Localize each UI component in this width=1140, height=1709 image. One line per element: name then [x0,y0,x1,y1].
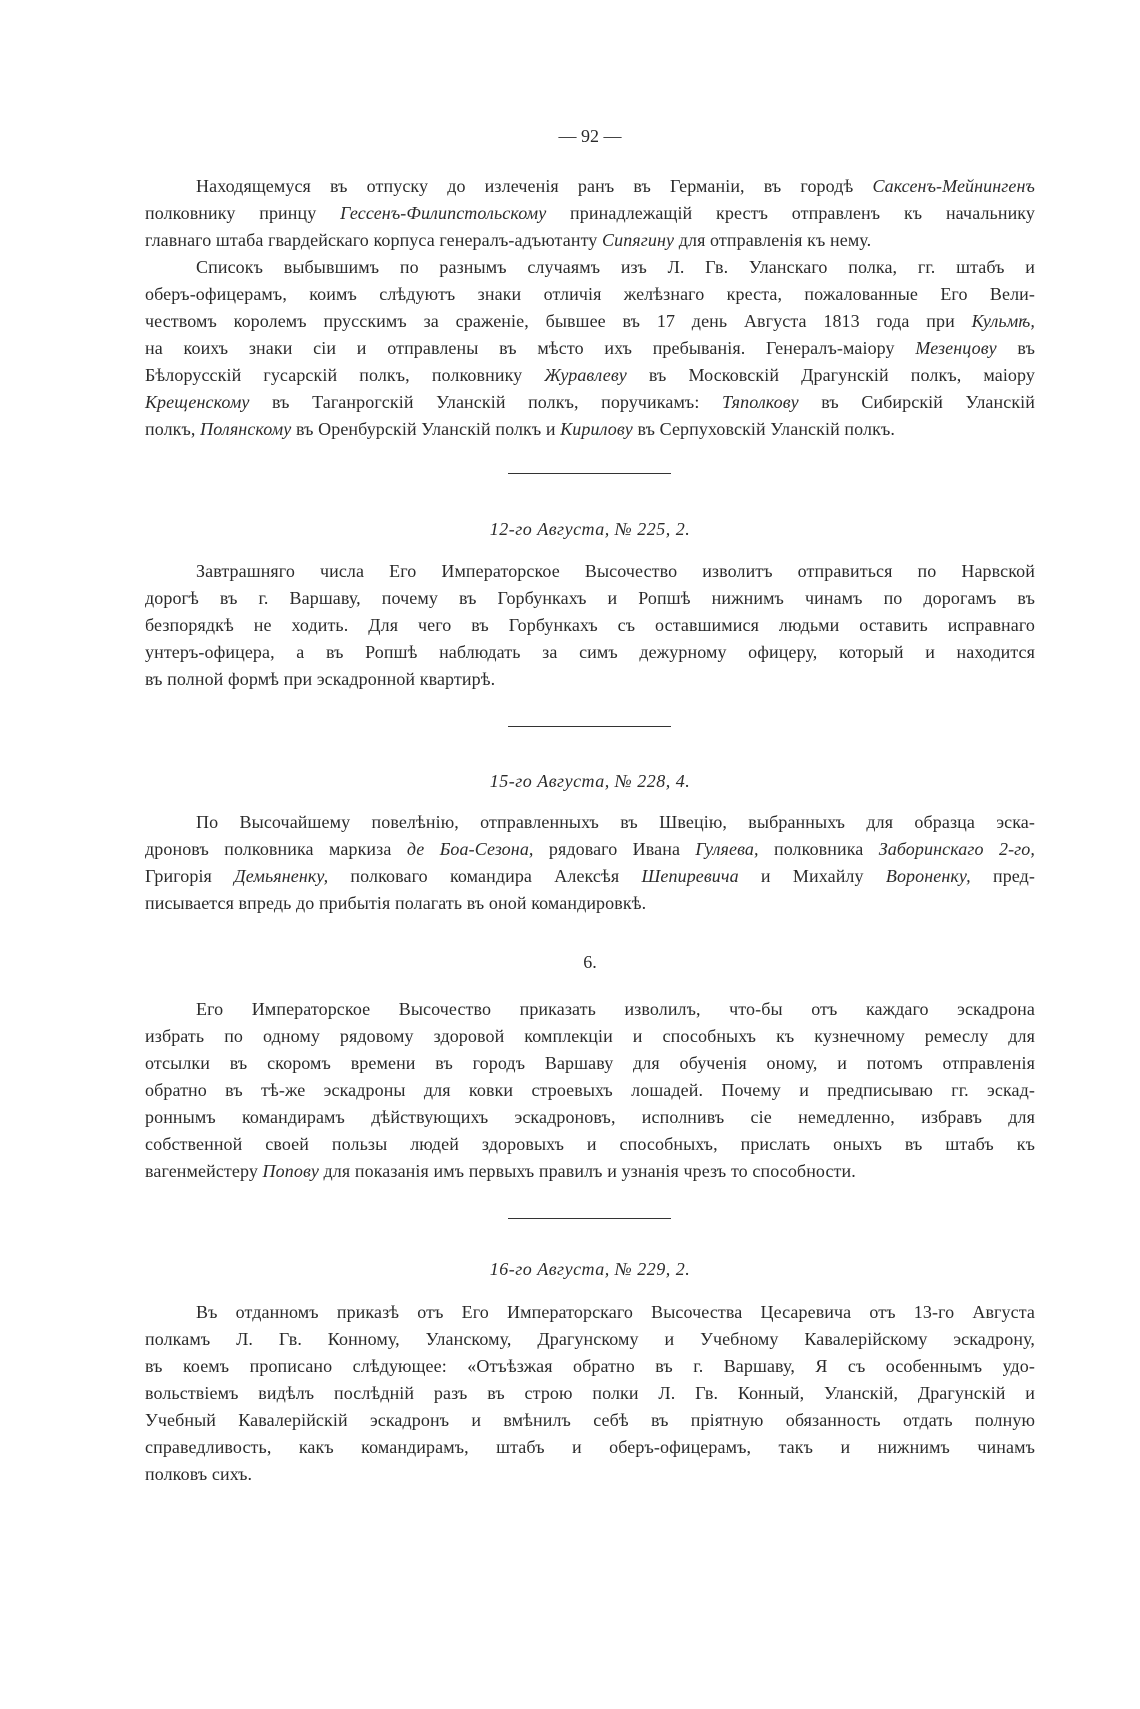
italic-name: де Боа-Сезона, [406,839,534,859]
text-line [145,281,1035,308]
text-line [145,389,1035,416]
italic-name: Попову [262,1161,319,1181]
text-span: главнаго штаба гвардейскаго корпуса генералъ-адъютанту [145,230,602,250]
text-line [145,335,1035,362]
text-span: въ полной формѣ при эскадронной квартирѣ. [145,669,496,689]
text-span: отсылки въ скоромъ времени въ городъ Варшаву для обученія оному, и потомъ отправленія [145,1053,1035,1073]
text-line [145,254,1035,281]
text-line [145,1299,1035,1326]
text-span: избрать по одному рядовому здоровой комплекціи и способныхъ къ кузнечному ремеслу для [145,1026,1035,1046]
italic-name: Крещенскому [145,392,250,412]
text-span: оберъ-офицерамъ, коимъ слѣдуютъ знаки отличія желѣзнаго креста, пожалованные Его Вели- [145,284,1035,304]
text-span: чествомъ королемъ прусскимъ за сраженіе, бывшее въ 17 день Августа 1813 года при [145,311,972,331]
text-span: писывается впредь до прибытія полагать въ оной командировкѣ. [145,893,647,913]
text-line [145,612,1035,639]
text-line [145,1077,1035,1104]
italic-name: Саксенъ-Мейнингенъ [872,176,1035,196]
text-span: полковнику принцу [145,203,341,223]
italic-name: Тяполкову [721,392,799,412]
text-span: полковъ сихъ. [145,1464,253,1484]
text-span: въ Оренбурскій Уланскій полкъ и [291,419,561,439]
text-span: Учебный Кавалерійскій эскадронъ и вмѣнилъ себѣ въ пріятную обязанность отдать полную [145,1410,1035,1430]
text-line [145,1131,1035,1158]
text-line [145,362,1035,389]
text-span: пред- [970,866,1035,886]
text-span: По Высочайшему повелѣнію, отправленныхъ въ Швецію, выбранныхъ для образца эска- [196,812,1035,832]
section-divider [508,1218,671,1219]
paragraph [145,173,1035,254]
text-line [145,1023,1035,1050]
item-number: 6. [583,952,597,972]
paragraph [145,809,1035,917]
text-span: Его Императорское Высочество приказать изволилъ, что-бы отъ каждаго эскадрона [196,999,1035,1019]
text-line [145,890,1035,917]
text-span: Завтрашняго числа Его Императорское Высочество изволитъ отправиться по Нарвской [196,561,1035,581]
italic-name: Демьяненку, [234,866,329,886]
text-line [145,200,1035,227]
paragraph [145,558,1035,693]
order-heading: 12-го Августа, № 225, 2. [489,519,691,539]
text-span: унтеръ-офицера, а въ Ропшѣ наблюдать за симъ дежурному офицеру, который и находится [145,642,1035,662]
text-line [145,1380,1035,1407]
text-line [145,1104,1035,1131]
text-line [145,1158,1035,1185]
text-line [145,227,1035,254]
paragraph [145,254,1035,443]
italic-name: Сипягину [602,230,675,250]
text-span: въ Московскій Драгунскій полкъ, маіору [626,365,1035,385]
text-line [145,585,1035,612]
text-span: въ Таганрогскій Уланскій полкъ, поручикамъ: [249,392,722,412]
italic-name: Заборинскаго 2-го, [878,839,1035,859]
text-line [145,809,1035,836]
section-divider [508,473,671,474]
text-line [145,863,1035,890]
text-line [145,1407,1035,1434]
italic-name: Гуляева, [695,839,759,859]
text-span: полкамъ Л. Гв. Конному, Уланскому, Драгунскому и Учебному Кавалерійскому эскадрону, [145,1329,1035,1349]
text-line [145,308,1035,335]
order-heading: 15-го Августа, № 228, 4. [489,771,691,791]
text-span: Въ отданномъ приказѣ отъ Его Императорскаго Высочества Цесаревича отъ 13-го Августа [196,1302,1035,1322]
text-line [145,639,1035,666]
text-line [145,666,1035,693]
italic-name: Полянскому [200,419,292,439]
paragraph [145,1299,1035,1488]
text-span: собственной своей пользы людей здоровыхъ и способныхъ, прислать оныхъ въ штабъ къ [145,1134,1035,1154]
text-span: Бѣлорусскій гусарскій полкъ, полковнику [145,365,545,385]
italic-name: Шепиревича [641,866,739,886]
text-line [145,173,1035,200]
italic-name: Кульмѣ, [971,311,1035,331]
text-span: на коихъ знаки сіи и отправлены въ мѣсто ихъ пребыванія. Генералъ-маіору [145,338,916,358]
italic-name: Мезенцову [915,338,997,358]
page-number: — 92 — [558,126,622,146]
text-line [145,416,1035,443]
italic-name: Кирилову [560,419,633,439]
text-span: полковаго командира Алексѣя [328,866,642,886]
text-span: обратно въ тѣ-же эскадроны для ковки строевыхъ лошадей. Почему и предписываю гг. эскад- [145,1080,1035,1100]
text-span: рядоваго Ивана [533,839,696,859]
text-span: въ [996,338,1035,358]
text-span: дроновъ полковника маркиза [145,839,407,859]
italic-name: Гессенъ-Филипстольскому [340,203,547,223]
text-span: дорогѣ въ г. Варшаву, почему въ Горбункахъ и Ропшѣ нижнимъ чинамъ по дорогамъ въ [145,588,1035,608]
text-line [145,1434,1035,1461]
text-span: въ Серпуховскій Уланскій полкъ. [632,419,895,439]
text-span: вольствіемъ видѣлъ послѣдній разъ въ строю полки Л. Гв. Конный, Уланскій, Драгунскій и [145,1383,1035,1403]
text-span: Находящемуся въ отпуску до излеченія ранъ въ Германіи, въ городѣ [196,176,873,196]
italic-name: Журавлеву [544,365,627,385]
text-line [145,1050,1035,1077]
paragraph [145,996,1035,1185]
text-line [145,1353,1035,1380]
text-span: для показанія имъ первыхъ правилъ и узнанія чрезъ то способности. [318,1161,856,1181]
text-line [145,1461,1035,1488]
text-line [145,558,1035,585]
text-line [145,996,1035,1023]
text-span: Списокъ выбывшимъ по разнымъ случаямъ изъ Л. Гв. Уланскаго полка, гг. штабъ и [196,257,1035,277]
text-span: справедливость, какъ командирамъ, штабъ и оберъ-офицерамъ, такъ и нижнимъ чинамъ [145,1437,1035,1457]
text-span: Григорія [145,866,235,886]
section-divider [508,726,671,727]
text-span: безпорядкѣ не ходить. Для чего въ Горбункахъ съ оставшимися людьми оставить исправнаго [145,615,1035,635]
order-heading: 16-го Августа, № 229, 2. [489,1259,691,1279]
italic-name: Вороненку, [885,866,971,886]
text-span: вагенмейстеру [145,1161,263,1181]
text-span: полкъ, [145,419,201,439]
text-line [145,836,1035,863]
text-span: роннымъ командирамъ дѣйствующихъ эскадроновъ, исполнивъ сіе немедленно, избравъ для [145,1107,1035,1127]
text-span: для отправленія къ нему. [674,230,872,250]
text-span: полковника [758,839,879,859]
text-line [145,1326,1035,1353]
text-span: принадлежащій крестъ отправленъ къ начальнику [546,203,1035,223]
text-span: и Михайлу [738,866,886,886]
text-span: въ Сибирскій Уланскій [798,392,1036,412]
text-span: въ коемъ прописано слѣдующее: «Отъѣзжая обратно въ г. Варшаву, Я съ особеннымъ удо- [145,1356,1035,1376]
